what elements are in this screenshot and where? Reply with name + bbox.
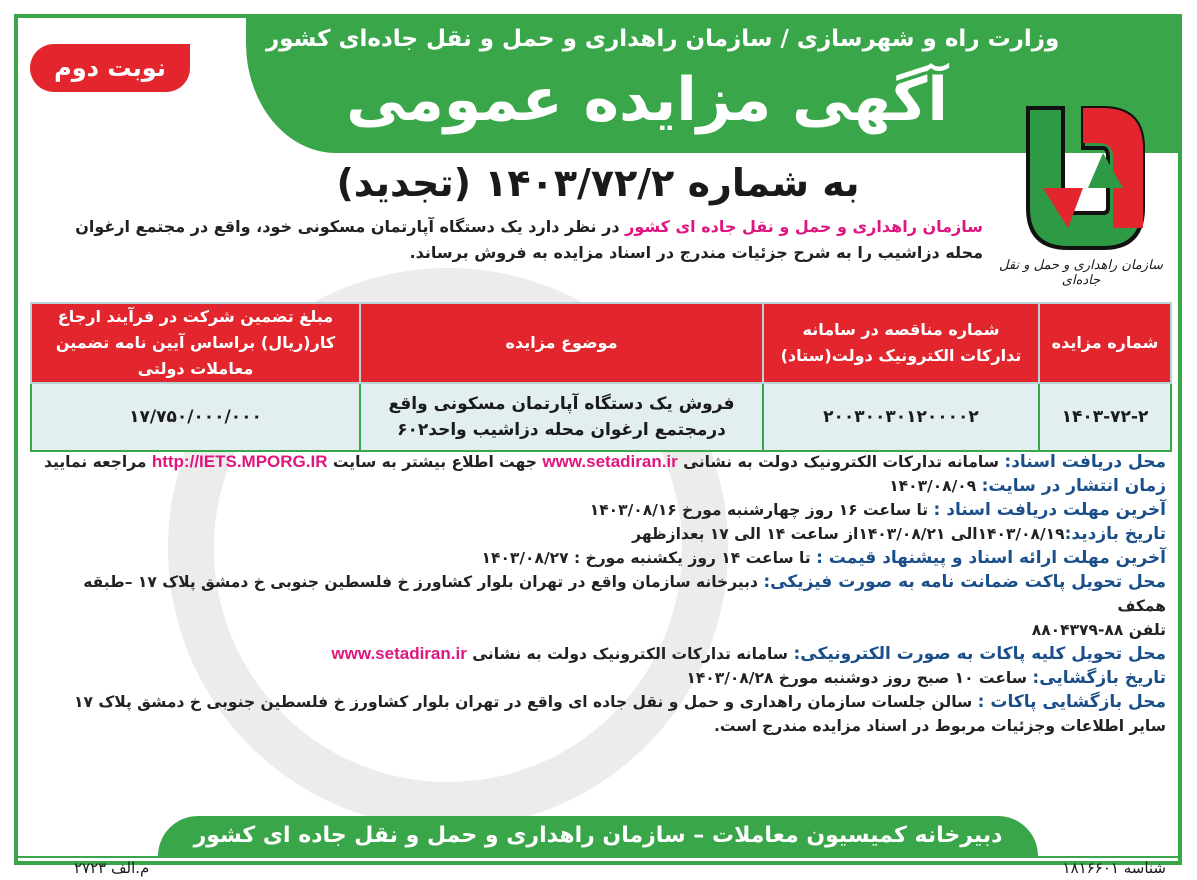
text: دبیرخانه سازمان واقع در تهران بلوار کشاورز خ فلسطین جنوبی خ دمشق پلاک ۱۷ –طبقه همکف	[83, 573, 1166, 615]
col-subject: موضوع مزایده	[360, 303, 763, 383]
cell-guarantee-amount: ۱۷/۷۵۰/۰۰۰/۰۰۰	[31, 383, 360, 451]
text: مراجعه نمایید	[44, 453, 152, 471]
detail-visit-date	[34, 522, 1166, 546]
auction-table	[30, 302, 1172, 452]
road-org-logo-icon	[1008, 88, 1158, 258]
detail-document-deadline	[34, 498, 1166, 522]
text: ساعت ۱۰ صبح روز دوشنبه مورخ ۱۴۰۳/۰۸/۲۸	[686, 669, 1033, 687]
label: آخرین مهلت ارائه اسناد و پیشنهاد قیمت :	[816, 548, 1166, 568]
detail-opening-location	[34, 690, 1166, 714]
notice-title: آگهی مزایده عمومی	[346, 65, 948, 135]
detail-phone: تلفن ۸۸-۸۸۰۴۳۷۹	[1031, 621, 1166, 639]
col-guarantee-amount: مبلغ تضمین شرکت در فرآیند ارجاع کار(ریال) براساس آیین نامه تضمین معاملات دولتی	[31, 303, 360, 383]
col-auction-number: شماره مزایده	[1039, 303, 1171, 383]
label: تاریخ بازدید:	[1064, 524, 1166, 544]
text: سامانه تدارکات الکترونیک دولت به نشانی	[677, 453, 1005, 471]
table-header-row	[31, 303, 1171, 383]
detail-opening-date	[34, 666, 1166, 690]
text: تا ساعت ۱۴ روز یکشنبه مورخ : ۱۴۰۳/۰۸/۲۷	[481, 549, 817, 567]
auction-notice	[14, 14, 1182, 877]
detail-offer-deadline	[34, 546, 1166, 570]
cell-auction-number: ۱۴۰۳-۷۲-۲	[1039, 383, 1171, 451]
text: ۱۴۰۳/۰۸/۱۹الی ۱۴۰۳/۰۸/۲۱از ساعت ۱۴ الی ۱۷ بعدازظهر	[632, 525, 1065, 543]
notice-id: شناسه ۱۸۱۶۶۰۱	[1062, 859, 1166, 877]
details-section	[34, 450, 1166, 738]
intro-text: در نظر دارد یک دستگاه آپارتمان مسکونی خود، واقع در مجتمع ارغوان محله دزاشیب را به شرح جزئیات مندرج در اسناد مزایده به فروش برساند.	[75, 217, 983, 262]
text: جهت اطلاع بیشتر به سایت	[327, 453, 543, 471]
detail-documents-location	[34, 450, 1166, 474]
detail-physical-delivery	[34, 570, 1166, 618]
cell-subject: فروش یک دستگاه آپارتمان مسکونی واقع درمجتمع ارغوان محله دزاشیب واحد۶۰۲	[360, 383, 763, 451]
col-tender-number: شماره مناقصه در سامانه تدارکات الکترونیک دولت(ستاد)	[763, 303, 1039, 383]
label: محل بازگشایی پاکات :	[977, 692, 1166, 712]
detail-other-info: سایر اطلاعات وجزئیات مربوط در اسناد مزایده مندرج است.	[713, 717, 1166, 735]
round-badge: نوبت دوم	[30, 44, 190, 92]
detail-electronic-delivery	[34, 642, 1166, 666]
setadiran-link[interactable]: www.setadiran.ir	[542, 452, 678, 471]
table-row	[31, 383, 1171, 451]
text: سالن جلسات سازمان راهداری و حمل و نقل جاده ای واقع در تهران بلوار کشاورز خ فلسطین جنوبی خ دمشق پلاک ۱۷	[74, 693, 978, 711]
iets-link[interactable]: http://IETS.MPORG.IR	[151, 452, 328, 471]
footer-banner: دبیرخانه کمیسیون معاملات – سازمان راهداری و حمل و نقل جاده ای کشور	[158, 816, 1038, 856]
footer-divider	[18, 856, 1178, 858]
label: محل تحویل کلیه پاکات به صورت الکترونیکی:	[793, 644, 1166, 664]
text: سامانه تدارکات الکترونیک دولت به نشانی	[466, 645, 794, 663]
detail-publish-date	[34, 474, 1166, 498]
notice-code: م.الف ۲۷۲۳	[74, 859, 150, 877]
label: زمان انتشار در سایت:	[981, 476, 1166, 496]
text: ۱۴۰۳/۰۸/۰۹	[889, 477, 982, 495]
intro-org: سازمان راهداری و حمل و نقل جاده ای کشور	[625, 217, 983, 236]
label: محل تحویل پاکت ضمانت نامه به صورت فیزیکی:	[763, 572, 1166, 592]
text: تا ساعت ۱۶ روز چهارشنبه مورخ ۱۴۰۳/۰۸/۱۶	[589, 501, 934, 519]
setadiran-link[interactable]: www.setadiran.ir	[331, 644, 467, 663]
logo-caption: سازمان راهداری و حمل و نقل جاده‌ای	[999, 258, 1163, 288]
cell-tender-number: ۲۰۰۳۰۰۳۰۱۲۰۰۰۰۲	[763, 383, 1039, 451]
ministry-line: وزارت راه و شهرسازی / سازمان راهداری و حمل و نقل جاده‌ای کشور	[266, 26, 1060, 52]
notice-number: به شماره ۱۴۰۳/۷۲/۲ (تجدید)	[336, 161, 860, 205]
label: محل دریافت اسناد:	[1004, 452, 1166, 472]
intro-paragraph	[32, 214, 983, 266]
label: آخرین مهلت دریافت اسناد :	[933, 500, 1166, 520]
label: تاریخ بازگشایی:	[1032, 668, 1166, 688]
